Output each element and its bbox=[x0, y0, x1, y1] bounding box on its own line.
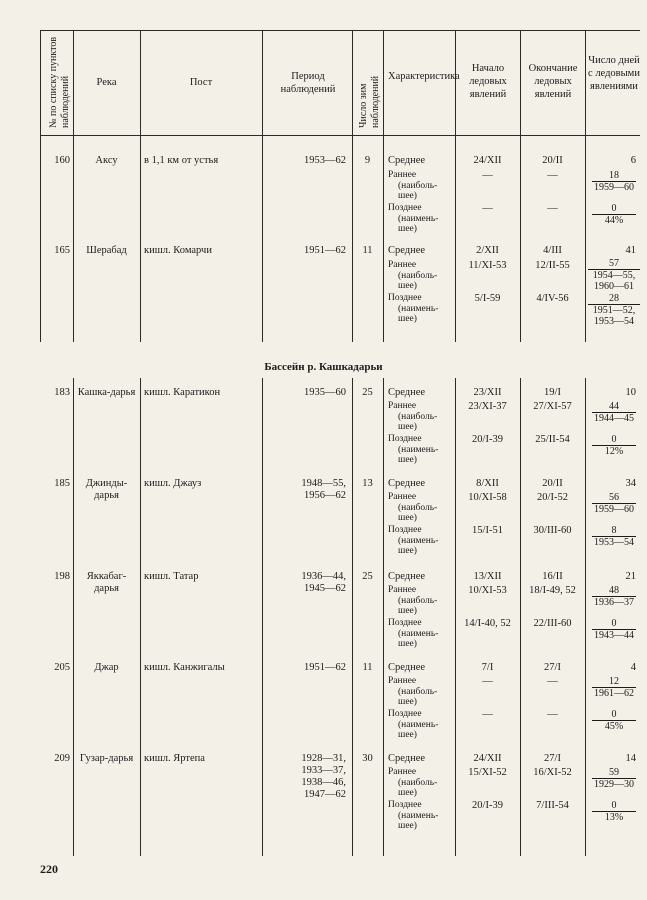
label-late-2: (наимень- bbox=[398, 810, 439, 821]
label-early-2: (наиболь- bbox=[398, 270, 438, 281]
header-winters: Число зим наблюдений bbox=[358, 75, 381, 128]
avg-end: 16/II bbox=[542, 571, 563, 582]
avg-days: 10 bbox=[625, 387, 636, 398]
late-days-year: 13% bbox=[592, 811, 636, 823]
label-early-1: Раннее bbox=[388, 676, 417, 686]
header-end: Окончание ледовых явлений bbox=[528, 63, 578, 100]
row-winters: 13 bbox=[362, 478, 373, 489]
late-days bbox=[592, 203, 636, 226]
label-early-1: Раннее bbox=[388, 585, 417, 595]
late-end: 30/III-60 bbox=[533, 525, 572, 536]
avg-end: 27/I bbox=[544, 753, 561, 764]
label-late-2: (наимень- bbox=[398, 719, 439, 730]
col-rule bbox=[262, 378, 263, 856]
label-early bbox=[388, 767, 437, 799]
early-days bbox=[592, 767, 636, 790]
label-late-3: шее) bbox=[398, 546, 417, 556]
late-end: 22/III-60 bbox=[533, 618, 572, 629]
late-days-year: 1951—52, 1953—54 bbox=[588, 304, 640, 327]
row-num: 198 bbox=[54, 571, 70, 582]
label-late-2: (наимень- bbox=[398, 535, 439, 546]
label-late-2: (наимень- bbox=[398, 213, 439, 224]
label-early-2: (наиболь- bbox=[398, 180, 438, 191]
late-end: 25/II-54 bbox=[535, 434, 570, 445]
late-days bbox=[592, 800, 636, 823]
label-late-3: шее) bbox=[398, 730, 417, 740]
early-days bbox=[592, 492, 636, 515]
label-avg: Среднее bbox=[388, 155, 426, 166]
label-avg: Среднее bbox=[388, 245, 426, 256]
row-river: Аксу bbox=[95, 155, 118, 166]
early-days-value: 44 bbox=[609, 401, 619, 412]
avg-start: 7/I bbox=[481, 662, 494, 673]
col-rule bbox=[262, 30, 263, 342]
early-days-year: 1954—55, 1960—61 bbox=[588, 269, 640, 292]
label-early-3: шее) bbox=[398, 697, 417, 707]
table-top-rule bbox=[40, 30, 640, 31]
early-days-year: 1959—60 bbox=[594, 182, 634, 193]
late-days-value: 0 bbox=[611, 800, 617, 811]
late-start: 15/I-51 bbox=[472, 525, 503, 536]
early-days-year: 1944—45 bbox=[594, 413, 634, 424]
late-start: 5/I-59 bbox=[474, 293, 501, 304]
avg-start: 24/XII bbox=[473, 753, 502, 764]
row-num: 205 bbox=[54, 662, 70, 673]
header-days: Число дней с ледовыми явлениями bbox=[588, 55, 640, 92]
col-rule bbox=[140, 378, 141, 856]
label-late bbox=[388, 434, 438, 466]
late-days-year: 45% bbox=[592, 720, 636, 732]
avg-end: 20/II bbox=[542, 155, 563, 166]
col-rule bbox=[455, 378, 456, 856]
label-late-1: Позднее bbox=[388, 800, 422, 810]
label-late-3: шее) bbox=[398, 639, 417, 649]
late-days-value: 0 bbox=[611, 203, 617, 214]
label-early-3: шее) bbox=[398, 281, 417, 291]
row-period: 1935—60 bbox=[304, 387, 346, 398]
late-end: 7/III-54 bbox=[536, 800, 569, 811]
col-rule bbox=[383, 30, 384, 342]
late-start: — bbox=[482, 203, 493, 214]
early-days-year: 1929—30 bbox=[594, 779, 634, 790]
avg-days: 6 bbox=[630, 155, 636, 166]
row-num: 209 bbox=[54, 753, 70, 764]
row-post: кишл. Джауз bbox=[144, 478, 202, 489]
row-winters: 11 bbox=[362, 245, 373, 256]
header-post: Пост bbox=[189, 77, 213, 88]
early-start: 11/XI-53 bbox=[468, 260, 507, 271]
table-header-rule bbox=[40, 135, 640, 136]
early-end: 27/XI-57 bbox=[533, 401, 572, 412]
header-characteristic: Характеристика bbox=[388, 71, 460, 82]
col-rule bbox=[40, 30, 41, 342]
avg-start: 13/XII bbox=[473, 571, 502, 582]
row-period: 1951—62 bbox=[304, 245, 346, 256]
label-late-1: Позднее bbox=[388, 203, 422, 213]
early-days bbox=[592, 585, 636, 608]
early-start: 15/XI-52 bbox=[468, 767, 507, 778]
label-late bbox=[388, 525, 438, 557]
late-days-value: 0 bbox=[611, 618, 617, 629]
avg-start: 24/XII bbox=[473, 155, 502, 166]
early-days-value: 12 bbox=[609, 676, 619, 687]
label-late-3: шее) bbox=[398, 314, 417, 324]
early-start: 10/XI-53 bbox=[468, 585, 507, 596]
avg-start: 23/XII bbox=[473, 387, 502, 398]
label-early-1: Раннее bbox=[388, 492, 417, 502]
avg-days: 14 bbox=[625, 753, 636, 764]
row-winters: 9 bbox=[364, 155, 371, 166]
avg-days: 4 bbox=[630, 662, 636, 673]
label-early bbox=[388, 401, 437, 433]
early-start: — bbox=[482, 676, 493, 687]
label-avg: Среднее bbox=[388, 662, 426, 673]
row-post: в 1,1 км от устья bbox=[144, 155, 219, 166]
label-avg: Среднее bbox=[388, 571, 426, 582]
row-post: кишл. Комарчи bbox=[144, 245, 212, 256]
page-number: 220 bbox=[40, 862, 58, 876]
label-late-2: (наимень- bbox=[398, 628, 439, 639]
row-river: Гузар-дарья bbox=[79, 753, 134, 764]
late-days bbox=[592, 525, 636, 548]
early-days-year: 1959—60 bbox=[594, 504, 634, 515]
row-num: 160 bbox=[54, 155, 70, 166]
label-late-3: шее) bbox=[398, 455, 417, 465]
early-end: — bbox=[547, 676, 558, 687]
row-river: Джинды-дарья bbox=[85, 478, 128, 501]
row-period: 1953—62 bbox=[304, 155, 346, 166]
header-period: Период наблюдений bbox=[280, 71, 336, 95]
early-days-value: 59 bbox=[609, 767, 619, 778]
late-start: 20/I-39 bbox=[472, 800, 503, 811]
label-late bbox=[388, 618, 438, 650]
basin-heading: Бассейн р. Кашкадарьи bbox=[264, 361, 383, 373]
label-early bbox=[388, 585, 437, 617]
label-early bbox=[388, 260, 437, 292]
header-river: Река bbox=[96, 77, 117, 88]
col-rule bbox=[383, 378, 384, 856]
early-days bbox=[592, 676, 636, 699]
col-rule bbox=[520, 378, 521, 856]
label-early-3: шее) bbox=[398, 513, 417, 523]
early-end: 12/II-55 bbox=[535, 260, 570, 271]
late-days-value: 0 bbox=[611, 434, 617, 445]
label-early bbox=[388, 492, 437, 524]
row-winters: 25 bbox=[362, 571, 373, 582]
row-winters: 25 bbox=[362, 387, 373, 398]
early-start: 23/XI-37 bbox=[468, 401, 507, 412]
row-winters: 11 bbox=[362, 662, 373, 673]
early-days bbox=[592, 401, 636, 424]
label-avg: Среднее bbox=[388, 478, 426, 489]
late-days bbox=[588, 293, 640, 327]
early-end: 16/XI-52 bbox=[533, 767, 572, 778]
row-post: кишл. Яртепа bbox=[144, 753, 205, 764]
early-end: 18/I-49, 52 bbox=[529, 585, 576, 596]
avg-end: 20/II bbox=[542, 478, 563, 489]
early-start: — bbox=[482, 170, 493, 181]
row-num: 185 bbox=[54, 478, 70, 489]
col-rule bbox=[585, 378, 586, 856]
row-river: Шерабад bbox=[86, 245, 127, 256]
label-early-2: (наиболь- bbox=[398, 411, 438, 422]
label-late-1: Позднее bbox=[388, 709, 422, 719]
early-days-value: 57 bbox=[609, 258, 619, 269]
label-early-1: Раннее bbox=[388, 170, 417, 180]
label-late bbox=[388, 709, 438, 741]
late-days bbox=[592, 434, 636, 457]
avg-end: 19/I bbox=[544, 387, 561, 398]
label-early bbox=[388, 170, 437, 202]
label-early-3: шее) bbox=[398, 788, 417, 798]
col-rule bbox=[352, 30, 353, 342]
late-days bbox=[592, 709, 636, 732]
avg-end: 4/III bbox=[543, 245, 562, 256]
label-late-3: шее) bbox=[398, 224, 417, 234]
early-days-year: 1961—62 bbox=[594, 688, 634, 699]
label-late-3: шее) bbox=[398, 821, 417, 831]
early-days-value: 48 bbox=[609, 585, 619, 596]
row-river: Яккабаг-дарья bbox=[86, 571, 127, 594]
avg-days: 21 bbox=[625, 571, 636, 582]
label-early-2: (наиболь- bbox=[398, 595, 438, 606]
label-late-1: Позднее bbox=[388, 293, 422, 303]
early-days bbox=[592, 170, 636, 193]
avg-days: 41 bbox=[625, 245, 636, 256]
label-early-1: Раннее bbox=[388, 767, 417, 777]
label-late-1: Позднее bbox=[388, 525, 422, 535]
label-early-2: (наиболь- bbox=[398, 777, 438, 788]
late-start: 14/I-40, 52 bbox=[464, 618, 511, 629]
early-days-value: 18 bbox=[609, 170, 619, 181]
row-river: Джар bbox=[94, 662, 119, 673]
late-days bbox=[592, 618, 636, 641]
avg-start: 2/XII bbox=[476, 245, 499, 256]
row-post: кишл. Татар bbox=[144, 571, 199, 582]
label-late-1: Позднее bbox=[388, 434, 422, 444]
label-late bbox=[388, 800, 438, 832]
late-start: — bbox=[482, 709, 493, 720]
row-num: 165 bbox=[54, 245, 70, 256]
label-late bbox=[388, 203, 438, 235]
early-start: 10/XI-58 bbox=[468, 492, 507, 503]
row-period: 1928—31, 1933—37, 1938—46, 1947—62 bbox=[301, 753, 346, 800]
avg-start: 8/XII bbox=[476, 478, 499, 489]
row-num: 183 bbox=[54, 387, 70, 398]
label-early-3: шее) bbox=[398, 606, 417, 616]
early-end: — bbox=[547, 170, 558, 181]
label-early bbox=[388, 676, 437, 708]
late-days-year: 1953—54 bbox=[594, 537, 634, 548]
early-days-year: 1936—37 bbox=[594, 597, 634, 608]
label-late-2: (наимень- bbox=[398, 444, 439, 455]
late-end: 4/IV-56 bbox=[536, 293, 569, 304]
label-early-2: (наиболь- bbox=[398, 502, 438, 513]
label-early-1: Раннее bbox=[388, 260, 417, 270]
label-late-1: Позднее bbox=[388, 618, 422, 628]
late-days-year: 1943—44 bbox=[594, 630, 634, 641]
label-late-2: (наимень- bbox=[398, 303, 439, 314]
label-early-1: Раннее bbox=[388, 401, 417, 411]
avg-end: 27/I bbox=[544, 662, 561, 673]
late-end: — bbox=[547, 709, 558, 720]
label-avg: Среднее bbox=[388, 387, 426, 398]
label-early-2: (наиболь- bbox=[398, 686, 438, 697]
late-days-value: 28 bbox=[609, 293, 619, 304]
late-days-value: 0 bbox=[611, 709, 617, 720]
header-start: Начало ледовых явлений bbox=[469, 63, 507, 100]
early-days-value: 56 bbox=[609, 492, 619, 503]
label-early-3: шее) bbox=[398, 191, 417, 201]
row-river: Кашка-дарья bbox=[77, 387, 136, 398]
header-num: № по списку пунктов наблюдений bbox=[48, 36, 71, 128]
row-winters: 30 bbox=[362, 753, 373, 764]
late-days-year: 12% bbox=[592, 445, 636, 457]
early-days bbox=[588, 258, 640, 292]
row-post: кишл. Каратикон bbox=[144, 387, 221, 398]
late-end: — bbox=[547, 203, 558, 214]
row-period: 1948—55, 1956—62 bbox=[301, 478, 346, 501]
row-post: кишл. Канжигалы bbox=[144, 662, 225, 673]
label-early-3: шее) bbox=[398, 422, 417, 432]
late-days-year: 44% bbox=[592, 214, 636, 226]
col-rule bbox=[352, 378, 353, 856]
label-avg: Среднее bbox=[388, 753, 426, 764]
late-start: 20/I-39 bbox=[472, 434, 503, 445]
row-period: 1936—44, 1945—62 bbox=[301, 571, 346, 594]
row-period: 1951—62 bbox=[304, 662, 346, 673]
avg-days: 34 bbox=[625, 478, 636, 489]
label-late bbox=[388, 293, 438, 325]
early-end: 20/I-52 bbox=[537, 492, 568, 503]
col-rule bbox=[73, 378, 74, 856]
late-days-value: 8 bbox=[611, 525, 617, 536]
